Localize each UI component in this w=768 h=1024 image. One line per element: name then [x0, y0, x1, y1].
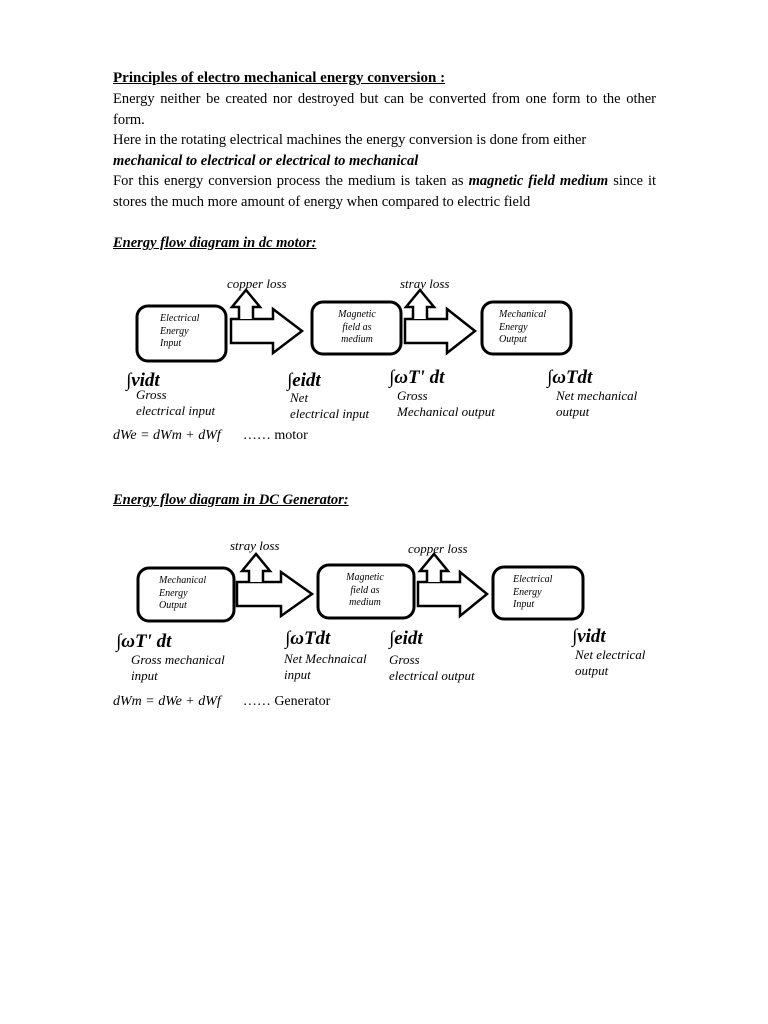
motor-integral-3: ∫ωT' dt	[389, 367, 445, 388]
paragraph-1: Energy neither be created nor destroyed but can be converted from one form to the other form.	[113, 91, 656, 128]
motor-diagram	[110, 270, 670, 420]
generator-caption-4: Net electrical output	[575, 647, 646, 678]
generator-caption-1: Gross mechanical input	[131, 652, 225, 683]
generator-box-2-label: Magnetic field as medium	[346, 572, 384, 608]
generator-equation: dWm = dWe + dWf …… Generator	[113, 694, 331, 709]
motor-section-title: Energy flow diagram in dc motor:	[113, 235, 317, 251]
bold-phrase: mechanical to electrical or electrical to mechanical	[113, 152, 419, 169]
generator-box-1-label: Mechanical Energy Output	[159, 575, 207, 611]
motor-box-1-label: Electrical Energy Input	[160, 313, 200, 349]
generator-loss-label-2: copper loss	[408, 541, 468, 556]
page-title: Principles of electro mechanical energy conversion :	[113, 70, 446, 86]
generator-integral-3: ∫eidt	[389, 628, 423, 649]
generator-box-3-label: Electrical Energy Input	[513, 574, 553, 610]
motor-integral-1: ∫vidt	[126, 370, 160, 391]
motor-box-2-label: Magnetic field as medium	[338, 309, 376, 345]
motor-box-3-label: Mechanical Energy Output	[499, 309, 547, 345]
motor-integral-4: ∫ωTdt	[547, 367, 593, 388]
generator-caption-3: Gross electrical output	[389, 652, 475, 683]
generator-caption-2: Net Mechnaical input	[284, 651, 367, 682]
generator-loss-arrow-1	[242, 554, 270, 582]
generator-section-title: Energy flow diagram in DC Generator:	[113, 492, 349, 508]
generator-diagram	[110, 535, 670, 685]
bold-phrase: magnetic field medium	[468, 173, 609, 190]
generator-loss-arrow-2	[420, 554, 448, 582]
generator-loss-label-1: stray loss	[230, 538, 280, 553]
motor-loss-arrow-1	[232, 290, 260, 319]
paragraph-2: Here in the rotating electrical machines the energy conversion is done from either mechanical to electrical or electrical to mechanical	[113, 132, 587, 169]
intro-text	[113, 89, 656, 213]
generator-integral-4: ∫vidt	[572, 626, 606, 647]
paragraph-3: For this energy conversion process the medium is taken as magnetic field medium since it stores the much more amount of energy when compared to electric field	[113, 173, 657, 210]
motor-equation: dWe = dWm + dWf …… motor	[113, 428, 308, 443]
motor-loss-label-2: stray loss	[400, 276, 450, 291]
motor-caption-4: Net mechanical output	[556, 388, 638, 419]
motor-integral-2: ∫eidt	[287, 370, 321, 391]
motor-loss-arrow-2	[406, 290, 434, 319]
motor-caption-1: Gross electrical input	[136, 387, 216, 418]
motor-loss-label-1: copper loss	[227, 276, 287, 291]
generator-integral-2: ∫ωTdt	[285, 628, 331, 649]
generator-integral-1: ∫ωT' dt	[116, 631, 172, 652]
motor-caption-2: Net electrical input	[290, 390, 370, 421]
motor-caption-3: Gross Mechanical output	[397, 388, 495, 419]
